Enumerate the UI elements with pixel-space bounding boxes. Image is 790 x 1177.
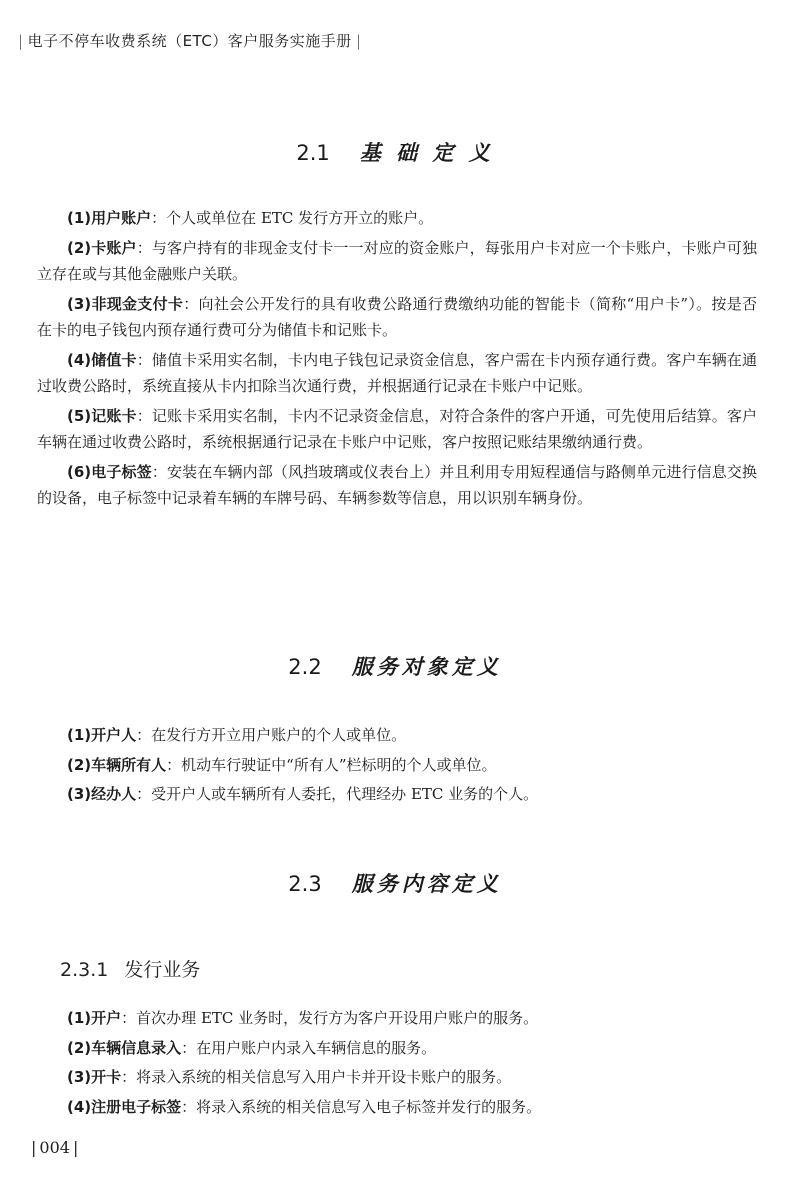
item-label: (2) <box>67 238 92 257</box>
definition-item <box>37 722 757 749</box>
item-term: 车辆所有人 <box>91 755 167 774</box>
item-term: 卡账户 <box>91 238 137 257</box>
definition-item <box>37 403 757 456</box>
item-description: ：首次办理 ETC 业务时，发行方为客户开设用户账户的服务。 <box>121 1009 539 1027</box>
item-term: 开户人 <box>91 726 137 744</box>
item-label: (4) <box>67 1097 92 1116</box>
item-label: (2) <box>67 1038 92 1057</box>
item-term: 开户 <box>91 1009 122 1027</box>
header-divider-left: | <box>18 32 24 50</box>
item-description: ：与客户持有的非现金支付卡一一对应的资金账户，每张用户卡对应一个卡账户，卡账户可独立存在或与其他金融账户关联。 <box>37 238 757 283</box>
item-term: 储值卡 <box>91 350 137 369</box>
item-label: (2) <box>67 755 92 774</box>
subsection-title-2-3-1 <box>60 955 200 982</box>
item-label: (6) <box>67 462 92 481</box>
item-label: (3) <box>67 294 92 313</box>
item-description: ：机动车行驶证中“所有人”栏标明的个人或单位。 <box>166 755 497 774</box>
section-heading: 服务对象定义 <box>351 654 502 679</box>
item-description: ：受开户人或车辆所有人委托，代理经办 ETC 业务的个人。 <box>136 785 539 803</box>
definition-item <box>37 1094 757 1121</box>
item-term: 开卡 <box>91 1068 122 1086</box>
item-term: 经办人 <box>91 785 137 803</box>
item-description: ：将录入系统的相关信息写入电子标签并发行的服务。 <box>181 1097 542 1116</box>
definition-item <box>37 235 757 288</box>
item-term: 电子标签 <box>91 462 152 481</box>
section-heading: 服务内容定义 <box>351 871 502 896</box>
running-header <box>14 30 365 51</box>
item-description: ：储值卡采用实名制，卡内电子钱包记录资金信息，客户需在卡内预存通行费。客户车辆在通过收费公路时，系统直接从卡内扣除当次通行费，并根据通行记录在卡账户中记账。 <box>37 350 757 395</box>
page-footer <box>28 1138 81 1157</box>
definition-list-2-2 <box>37 722 757 811</box>
item-label: (1) <box>67 726 92 744</box>
section-title-2-3 <box>0 868 790 898</box>
definition-item <box>37 1064 757 1091</box>
footer-divider-left: | <box>31 1138 37 1157</box>
definition-item <box>37 1005 757 1032</box>
item-label: (3) <box>67 1068 92 1086</box>
section-title-2-2 <box>0 651 790 681</box>
item-term: 记账卡 <box>91 406 137 425</box>
definition-item <box>37 752 757 779</box>
item-description: ：将录入系统的相关信息写入用户卡并开设卡账户的服务。 <box>121 1068 512 1086</box>
header-divider-right: | <box>355 32 362 50</box>
section-title-2-1 <box>0 137 790 167</box>
item-description: ：记账卡采用实名制，卡内不记录资金信息，对符合条件的客户开通，可先使用后结算。客户车辆在通过收费公路时，系统根据通行记录在卡账户中记账，客户按照记账结果缴纳通行费。 <box>37 406 757 451</box>
subsection-heading: 发行业务 <box>124 959 201 981</box>
footer-divider-right: | <box>72 1138 79 1157</box>
item-description: ：个人或单位在 ETC 发行方开立的账户。 <box>151 209 434 227</box>
item-term: 非现金支付卡 <box>91 294 184 313</box>
item-label: (3) <box>67 785 92 803</box>
section-number: 2.3 <box>288 872 322 896</box>
item-description: ：在发行方开立用户账户的个人或单位。 <box>136 726 407 744</box>
item-description: ：在用户账户内录入车辆信息的服务。 <box>181 1038 437 1057</box>
definition-item <box>37 291 757 344</box>
definition-list-2-3-1 <box>37 1005 757 1123</box>
definition-list-2-1 <box>37 205 757 515</box>
item-term: 车辆信息录入 <box>91 1038 182 1057</box>
section-heading: 基 础 定 义 <box>359 140 494 165</box>
item-term: 用户账户 <box>91 209 152 227</box>
item-label: (1) <box>67 209 92 227</box>
section-number: 2.2 <box>288 655 322 679</box>
item-label: (4) <box>67 350 92 369</box>
item-term: 注册电子标签 <box>91 1097 182 1116</box>
definition-item <box>37 781 757 808</box>
section-number: 2.1 <box>296 141 330 165</box>
item-label: (5) <box>67 406 92 425</box>
item-description: ：安装在车辆内部（风挡玻璃或仪表台上）并且利用专用短程通信与路侧单元进行信息交换的设备，电子标签中记录着车辆的车牌号码、车辆参数等信息，用以识别车辆身份。 <box>37 462 757 507</box>
subsection-number: 2.3.1 <box>60 959 109 981</box>
definition-item <box>37 459 757 512</box>
definition-item <box>37 1035 757 1062</box>
item-description: ：向社会公开发行的具有收费公路通行费缴纳功能的智能卡（简称“用户卡”）。按是否在卡的电子钱包内预存通行费可分为储值卡和记账卡。 <box>37 294 757 339</box>
item-label: (1) <box>67 1009 92 1027</box>
page-number: 004 <box>39 1138 70 1157</box>
definition-item <box>37 347 757 400</box>
header-title: 电子不停车收费系统（ETC）客户服务实施手册 <box>27 32 352 50</box>
definition-item <box>37 205 757 232</box>
